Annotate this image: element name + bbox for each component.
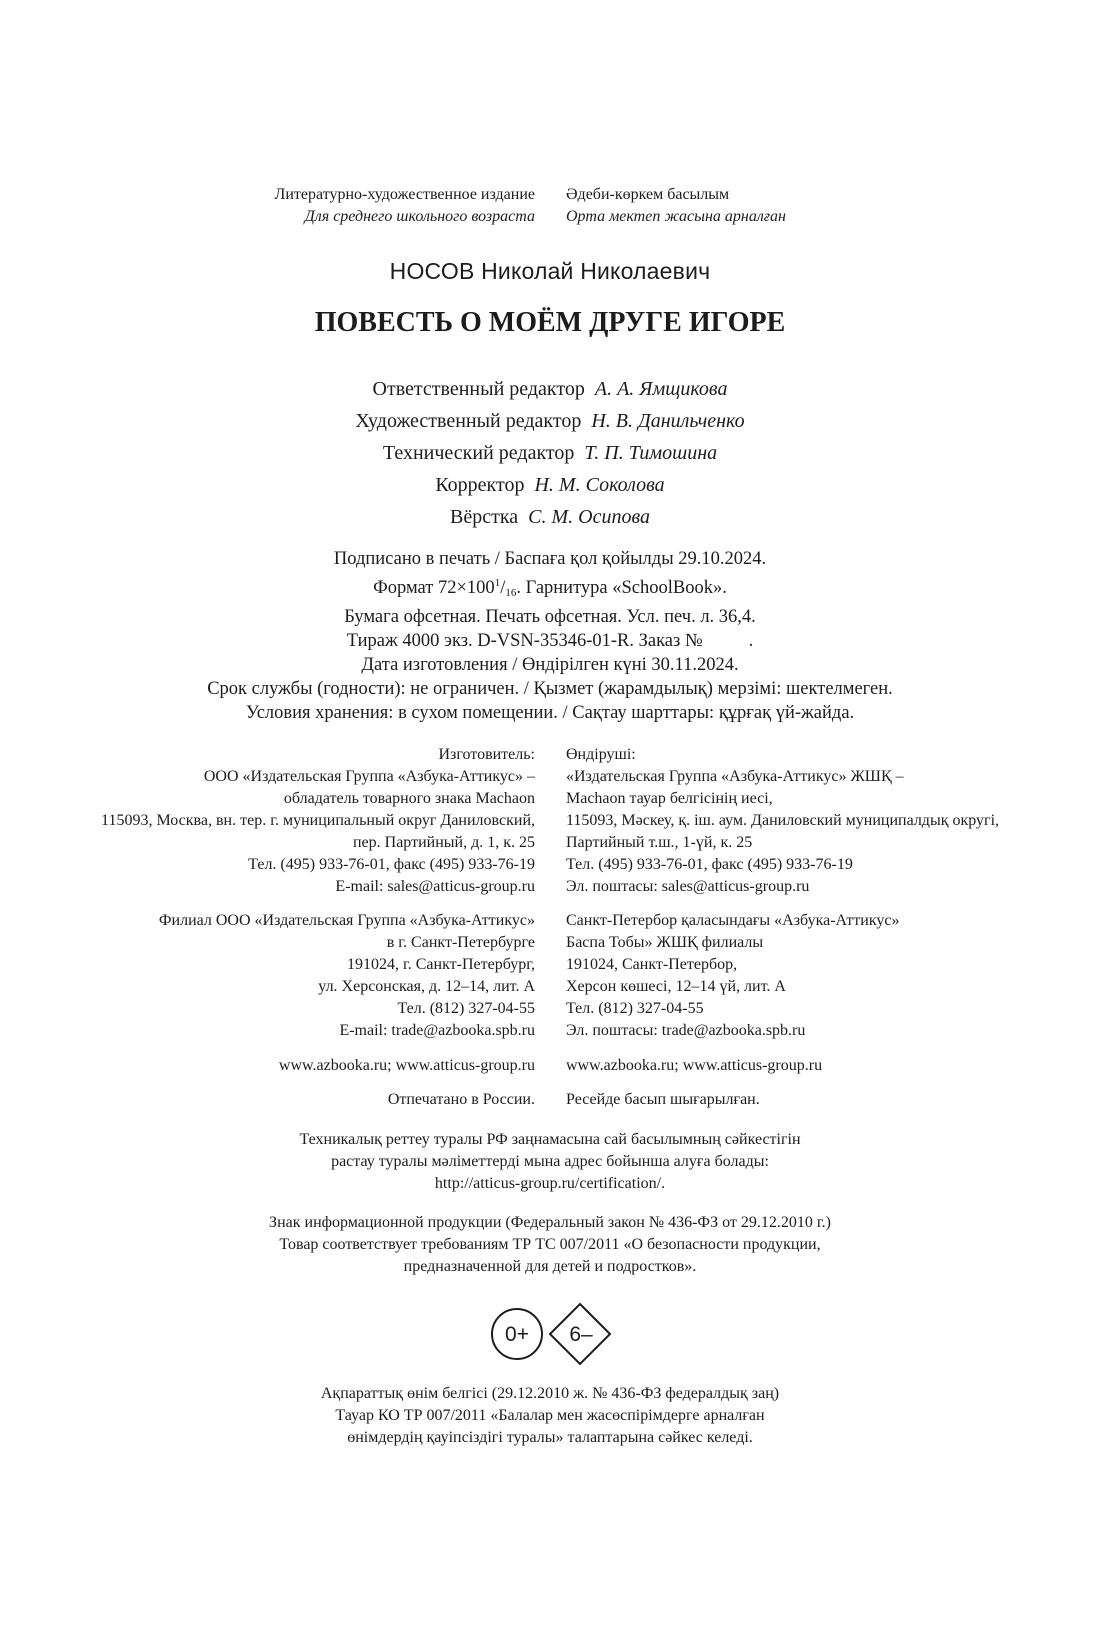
edition-type-kz: Әдеби-көркем басылым <box>566 186 730 203</box>
staff-line <box>0 469 1100 501</box>
format-prefix: Формат 72×100 <box>373 578 495 598</box>
staff-name: Т. П. Тимошина <box>584 442 718 464</box>
law-line: Ақпараттық өнім белгісі (29.12.2010 ж. № 436-ФЗ федералдық заң) <box>320 1385 780 1402</box>
address-line: Санкт-Петербор қаласындағы «Азбука-Аттикус» <box>566 912 900 929</box>
address-line: 191024, г. Санкт-Петербург, <box>346 956 535 973</box>
storage-conditions: Условия хранения: в сухом помещении. / Сақтау шарттары: құрғақ үй-жайда. <box>245 703 855 723</box>
address-line: Херсон көшесі, 12–14 үй, лит. А <box>566 978 786 995</box>
address-line: Филиал ООО «Издательская Группа «Азбука-Аттикус» <box>158 912 535 929</box>
address-line: Баспа Тобы» ЖШҚ филиалы <box>566 934 764 951</box>
age-circle-label: 0+ <box>505 1323 529 1346</box>
run-text: Тираж 4000 экз. D-VSN-35346-01-R. Заказ № <box>346 631 703 651</box>
address-line: Machaon тауар белгісінің иесі, <box>566 790 773 807</box>
address-line: Партийный т.ш., 1-үй, к. 25 <box>566 834 753 851</box>
address-line: «Издательская Группа «Азбука-Аттикус» ЖШҚ – <box>566 768 904 785</box>
book-title: ПОВЕСТЬ О МОЁМ ДРУГЕ ИГОРЕ <box>314 307 786 338</box>
format-line: Формат $72\times 100^1/_{16}$. Гарнитура «SchoolBook». <box>373 577 727 599</box>
age-rating-badges <box>489 1300 615 1368</box>
address-line: Эл. поштасы: sales@atticus-group.ru <box>566 878 810 895</box>
address-line: E-mail: sales@atticus-group.ru <box>335 878 535 895</box>
cert-line: растау туралы мәліметтерді мына адрес бойынша алуға болады: <box>331 1153 769 1170</box>
manufacturer-kz <box>566 744 999 898</box>
staff-role: Корректор <box>435 474 525 496</box>
address-line: обладатель товарного знака Machaon <box>283 790 535 807</box>
staff-line <box>0 501 1100 533</box>
cert-url: http://atticus-group.ru/certification/. <box>434 1175 666 1192</box>
address-line: в г. Санкт-Петербурге <box>386 934 535 951</box>
age-diamond-label: 6– <box>569 1323 593 1346</box>
law-line: Знак информационной продукции (Федеральный закон № 436-ФЗ от 29.12.2010 г.) <box>269 1214 831 1231</box>
printed-in-kz: Ресейде басып шығарылған. <box>566 1091 760 1108</box>
edition-header-kz <box>566 184 786 228</box>
shelf-life: Срок службы (годности): не ограничен. / Қызмет (жарамдылық) мерзімі: шектелмеген. <box>207 679 893 699</box>
staff-role: Вёрстка <box>450 506 519 528</box>
staff-role: Художественный редактор <box>355 410 582 432</box>
address-line: Өндіруші: <box>566 746 636 763</box>
websites-ru: www.azbooka.ru; www.atticus-group.ru <box>278 1057 535 1074</box>
address-line: пер. Партийный, д. 1, к. 25 <box>352 834 535 851</box>
address-line: Изготовитель: <box>438 746 535 763</box>
law-line: Товар соответствует требованиям ТР ТС 007/2011 «О безопасности продукции, <box>279 1236 821 1253</box>
staff-credits <box>0 373 1100 533</box>
staff-line <box>0 405 1100 437</box>
address-line: ул. Херсонская, д. 12–14, лит. А <box>318 978 535 995</box>
format-suffix: . Гарнитура «SchoolBook». <box>516 578 727 598</box>
paper-line: Бумага офсетная. Печать офсетная. Усл. печ. л. 36,4. <box>344 607 756 627</box>
law-line: өнімдердің қауіпсіздігі туралы» талаптарына сәйкес келеді. <box>347 1429 753 1446</box>
cert-line: Техникалық реттеу туралы РФ заңнамасына сай басылымның сәйкестігін <box>299 1131 801 1148</box>
staff-name: А. А. Ямщикова <box>594 378 728 400</box>
address-line: E-mail: trade@azbooka.spb.ru <box>339 1022 535 1039</box>
made-date: Дата изготовления / Өндірілген күні 30.11.2024. <box>361 655 739 675</box>
branch-kz <box>566 910 900 1042</box>
format-denominator: 16 <box>505 587 517 599</box>
staff-role: Ответственный редактор <box>372 378 585 400</box>
publication-details <box>0 547 1100 725</box>
certification-note <box>0 1129 1100 1195</box>
address-line: ООО «Издательская Группа «Азбука-Аттикус» – <box>203 768 535 785</box>
edition-type-ru: Литературно-художественное издание <box>274 186 535 203</box>
signed-date: Подписано в печать / Баспаға қол қойылды 29.10.2024. <box>333 549 767 569</box>
run-end: . <box>748 631 754 651</box>
run-line <box>0 629 1100 653</box>
branch-ru <box>159 910 535 1042</box>
staff-name: С. М. Осипова <box>528 506 650 528</box>
law-line: предназначенной для детей и подростков». <box>403 1258 697 1275</box>
websites-kz: www.azbooka.ru; www.atticus-group.ru <box>566 1057 823 1074</box>
law-note-kz <box>0 1383 1100 1449</box>
address-line: 191024, Санкт-Петербор, <box>566 956 738 973</box>
staff-line <box>0 373 1100 405</box>
staff-role: Технический редактор <box>382 442 575 464</box>
address-line: Тел. (812) 327-04-55 <box>566 1000 704 1017</box>
address-line: Тел. (812) 327-04-55 <box>397 1000 535 1017</box>
staff-name: Н. В. Данильченко <box>591 410 745 432</box>
staff-line <box>0 437 1100 469</box>
address-line: Тел. (495) 933-76-01, факс (495) 933-76-19 <box>248 856 535 873</box>
printed-in-ru: Отпечатано в России. <box>387 1091 535 1108</box>
address-line: 115093, Мәскеу, қ. іш. аум. Даниловский муниципалдық округі, <box>566 812 1000 829</box>
address-line: 115093, Москва, вн. тер. г. муниципальный округ Даниловский, <box>101 812 535 829</box>
address-line: Эл. поштасы: trade@azbooka.spb.ru <box>566 1022 806 1039</box>
format-numerator: 1 <box>494 577 501 589</box>
staff-name: Н. М. Соколова <box>534 474 665 496</box>
address-line: Тел. (495) 933-76-01, факс (495) 933-76-19 <box>566 856 853 873</box>
age-group-ru: Для среднего школьного возраста <box>304 208 535 225</box>
law-note-ru <box>0 1212 1100 1278</box>
manufacturer-ru <box>101 744 535 898</box>
age-group-kz: Орта мектеп жасына арналған <box>566 208 786 225</box>
edition-header-ru <box>275 184 535 228</box>
law-line: Тауар КО ТР 007/2011 «Балалар мен жасөспірімдерге арналған <box>335 1407 765 1424</box>
author-name: НОСОВ Николай Николаевич <box>389 258 711 284</box>
